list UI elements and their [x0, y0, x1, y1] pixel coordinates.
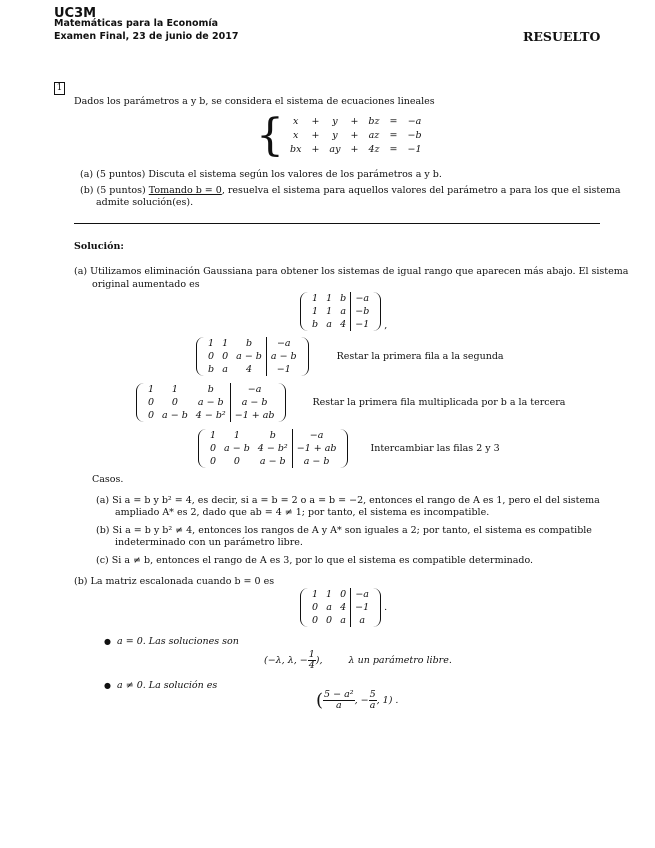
solution-b-text: La matriz escalonada cuando b = 0 es	[90, 576, 275, 587]
system-cell: bz	[368, 116, 380, 127]
matrix-m4	[300, 588, 381, 627]
matrix-cell: a	[340, 306, 347, 317]
matrix-cell: 4	[340, 602, 347, 613]
matrix-cell: 0	[312, 615, 319, 626]
case-c-label: (c)	[96, 555, 109, 566]
matrix-cell: 0	[210, 456, 217, 467]
sol2-f2-num: 5	[369, 689, 376, 700]
matrix-row	[308, 588, 373, 601]
matrix-m4-wrap	[300, 588, 387, 627]
matrix-cell: 1	[233, 430, 240, 441]
system-cell: −b	[407, 130, 422, 141]
matrix-cell: −a	[266, 337, 300, 350]
matrix-cell: 0	[222, 351, 229, 362]
system-cell: =	[389, 116, 398, 127]
case-a-line1	[96, 495, 600, 507]
case-a-text-1: Si a = b y b² = 4, es decir, si a = b = 2 o a = b = −2, entonces el rango de A es 1, pero el del sistema	[112, 495, 600, 506]
case-b-label: (b)	[96, 525, 110, 536]
matrix-cell: 0	[340, 589, 347, 600]
matrix-cell: a	[326, 602, 332, 613]
system-row	[286, 130, 426, 142]
matrix-row	[204, 350, 301, 363]
system-cell: −1	[407, 144, 422, 155]
system-cell: +	[350, 144, 359, 155]
matrix-row	[204, 337, 301, 350]
case-a-text-2: ampliado A* es 2, dado que ab = 4 ≠ 1; por tanto, el sistema es incompatible.	[115, 507, 490, 518]
problem-number: 1	[54, 82, 65, 95]
matrix-cell: 0	[171, 397, 178, 408]
matrix-row	[144, 383, 278, 396]
matrix-cell: −b	[351, 305, 374, 318]
matrix-row	[206, 442, 340, 455]
matrix-cell: −a	[351, 588, 374, 601]
course-title: Matemáticas para la Economía	[54, 18, 219, 29]
bullet-2-text: a ≠ 0. La solución es	[117, 680, 218, 691]
system-cell: =	[389, 144, 398, 155]
sol2-f1-num: 5 − a²	[324, 689, 354, 700]
matrix-cell: −a	[351, 292, 374, 305]
matrix-cell: 0	[208, 351, 215, 362]
matrix-cell: a − b	[259, 456, 286, 467]
sol2-fraction-2	[369, 690, 377, 711]
part-b-text-1: , resuelva el sistema para aquellos valores del parámetro a para los que el sistema	[221, 185, 621, 196]
sol2-f1-den: a	[335, 700, 342, 711]
matrix-row	[206, 455, 340, 468]
exam-date: Examen Final, 23 de junio de 2017	[54, 31, 239, 42]
sol1-suffix: ),	[315, 655, 323, 666]
matrix-cell: 4	[245, 364, 253, 375]
matrix-cell: 0	[210, 443, 217, 454]
sol1-frac-num: 1	[308, 649, 315, 660]
matrix-row	[308, 601, 373, 614]
solution-a-line1	[74, 266, 628, 278]
system-cell: bx	[290, 144, 302, 155]
matrix-cell: 4	[340, 319, 347, 330]
bullet-1-text: a = 0. Las soluciones son	[117, 636, 239, 647]
sol1-frac-den: 4	[308, 660, 315, 671]
matrix-cell: 1	[210, 430, 217, 441]
matrix-row	[204, 363, 301, 376]
matrix-cell: −a	[230, 383, 278, 396]
solution-a-text-1: Utilizamos eliminación Gaussiana para obtener los sistemas de igual rango que aparecen más abajo. El sistema	[90, 266, 629, 277]
part-b-statement	[80, 185, 621, 197]
solution-a-text-2: original aumentado es	[92, 279, 200, 290]
system-cell: x	[293, 116, 299, 127]
system-cell: az	[368, 130, 380, 141]
matrix-m3-wrap	[198, 429, 500, 468]
matrix-m0	[300, 292, 381, 331]
matrix-cell: 1	[312, 589, 319, 600]
matrix-cell: a − b	[197, 397, 224, 408]
matrix-cell: b	[207, 384, 214, 395]
part-b-label: (b)	[80, 185, 94, 196]
matrix-m2-wrap	[136, 383, 565, 422]
system-cell: ay	[329, 144, 341, 155]
system-cell: x	[293, 130, 299, 141]
solution-2	[316, 690, 398, 711]
equation-system	[256, 110, 428, 161]
institution: UC3M	[54, 6, 97, 21]
matrix-cell: −1 + ab	[230, 409, 278, 422]
matrix-row	[308, 614, 373, 627]
sol2-open: (	[316, 690, 324, 711]
solution-heading: Solución:	[74, 241, 124, 252]
matrix-cell: −1 + ab	[292, 442, 340, 455]
matrix-cell: b	[269, 430, 276, 441]
sol2-mid: , −	[354, 695, 369, 706]
matrix-cell: a	[351, 614, 374, 627]
matrix-cell: 1	[208, 338, 215, 349]
matrix-cell: −1	[351, 318, 374, 331]
solution-a-label: (a)	[74, 266, 88, 277]
matrix-cell: 0	[312, 602, 319, 613]
part-b-condition: Tomando b = 0	[148, 185, 222, 196]
matrix-cell: 1	[312, 306, 319, 317]
matrix-cell: −1	[266, 363, 300, 376]
matrix-cell: a − b	[292, 455, 340, 468]
matrix-cell: 0	[326, 615, 333, 626]
matrix-cell: a	[326, 319, 332, 330]
matrix-m2	[136, 383, 286, 422]
matrix-cell: a − b	[224, 443, 250, 454]
sol1-fraction	[308, 650, 316, 671]
system-cell: +	[311, 144, 320, 155]
matrix-cell: a − b	[236, 351, 262, 362]
case-b-text-1: Si a = b y b² ≠ 4, entonces los rangos de A y A* son iguales a 2; por tanto, el sistema es compatible	[112, 525, 592, 536]
matrix-row	[308, 305, 373, 318]
case-c-text: Si a ≠ b, entonces el rango de A es 3, por lo que el sistema es compatible determinado.	[111, 555, 534, 566]
bullet-2	[104, 680, 217, 692]
system-cell: +	[350, 116, 359, 127]
matrix-cell: 1	[326, 293, 333, 304]
matrix-cell: b	[245, 338, 253, 349]
part-b-points: (5 puntos)	[96, 185, 146, 196]
case-c-line	[96, 555, 533, 567]
problem-intro: Dados los parámetros a y b, se considera el sistema de ecuaciones lineales	[74, 96, 435, 107]
case-b-line1	[96, 525, 592, 537]
matrix-cell: 1	[148, 384, 155, 395]
part-a-statement	[80, 169, 442, 181]
matrix-cell: 1	[312, 293, 319, 304]
matrix-cell: 1	[326, 306, 333, 317]
cases-heading: Casos.	[92, 474, 124, 485]
matrix-m0-suffix: ,	[384, 320, 388, 331]
system-cell: =	[389, 130, 398, 141]
matrix-m3	[198, 429, 348, 468]
matrix-cell: a − b	[162, 410, 188, 421]
matrix-m2-note: Restar la primera fila multiplicada por b a la tercera	[312, 397, 566, 408]
matrix-cell: 0	[233, 456, 240, 467]
matrix-m0-wrap	[300, 292, 387, 331]
matrix-m1	[196, 337, 309, 376]
bullet-dot: ●	[104, 637, 111, 646]
matrix-row	[308, 318, 373, 331]
bullet-1	[104, 636, 239, 648]
matrix-cell: 4 − b²	[195, 410, 226, 421]
system-row	[286, 144, 426, 156]
system-cell: −a	[407, 116, 422, 127]
case-b-text-2: indeterminado con un parámetro libre.	[115, 537, 303, 548]
case-a-label: (a)	[96, 495, 110, 506]
matrix-cell: a	[340, 615, 346, 626]
sol1-note: λ un parámetro libre.	[348, 655, 452, 666]
bullet-dot: ●	[104, 681, 111, 690]
part-b-text-2: admite solución(es).	[96, 197, 194, 208]
system-cell: y	[332, 130, 338, 141]
system-cell: +	[311, 116, 320, 127]
matrix-m1-note: Restar la primera fila a la segunda	[336, 351, 504, 362]
system-row	[286, 116, 426, 128]
matrix-row	[308, 292, 373, 305]
matrix-cell: b	[312, 319, 319, 330]
matrix-cell: b	[340, 293, 347, 304]
matrix-cell: a	[222, 364, 228, 375]
matrix-cell: −a	[292, 429, 340, 442]
sol1-prefix: (−λ, λ, −	[264, 655, 308, 666]
matrix-cell: 1	[326, 589, 333, 600]
solution-b-label: (b)	[74, 576, 88, 587]
matrix-cell: 4 − b²	[257, 443, 288, 454]
matrix-row	[144, 396, 278, 409]
system-cell: +	[311, 130, 320, 141]
matrix-m1-wrap	[196, 337, 504, 376]
left-brace: {	[256, 110, 284, 161]
matrix-cell: 0	[148, 410, 155, 421]
matrix-m3-note: Intercambiar las filas 2 y 3	[370, 443, 500, 454]
system-cell: +	[350, 130, 359, 141]
matrix-cell: −1	[351, 601, 374, 614]
matrix-cell: a − b	[266, 350, 300, 363]
matrix-cell: a − b	[230, 396, 278, 409]
sol2-f2-den: a	[369, 700, 376, 711]
matrix-row	[206, 429, 340, 442]
matrix-cell: 1	[222, 338, 229, 349]
part-a-points: (5 puntos)	[96, 169, 146, 180]
solution-b-line	[74, 576, 274, 588]
solution-1	[264, 650, 452, 671]
matrix-cell: b	[208, 364, 215, 375]
system-cell: y	[332, 116, 338, 127]
part-a-label: (a)	[80, 169, 94, 180]
matrix-cell: 1	[171, 384, 178, 395]
matrix-cell: 0	[148, 397, 155, 408]
system-table	[284, 114, 428, 158]
matrix-row	[144, 409, 278, 422]
matrix-m4-suffix: .	[384, 602, 388, 613]
status-label: RESUELTO	[523, 29, 601, 44]
system-cell: 4z	[368, 144, 380, 155]
part-a-text: Discuta el sistema según los valores de los parámetros a y b.	[148, 169, 442, 180]
sol2-fraction-1	[323, 690, 355, 711]
divider	[74, 223, 600, 224]
sol2-end: , 1) .	[376, 695, 399, 706]
